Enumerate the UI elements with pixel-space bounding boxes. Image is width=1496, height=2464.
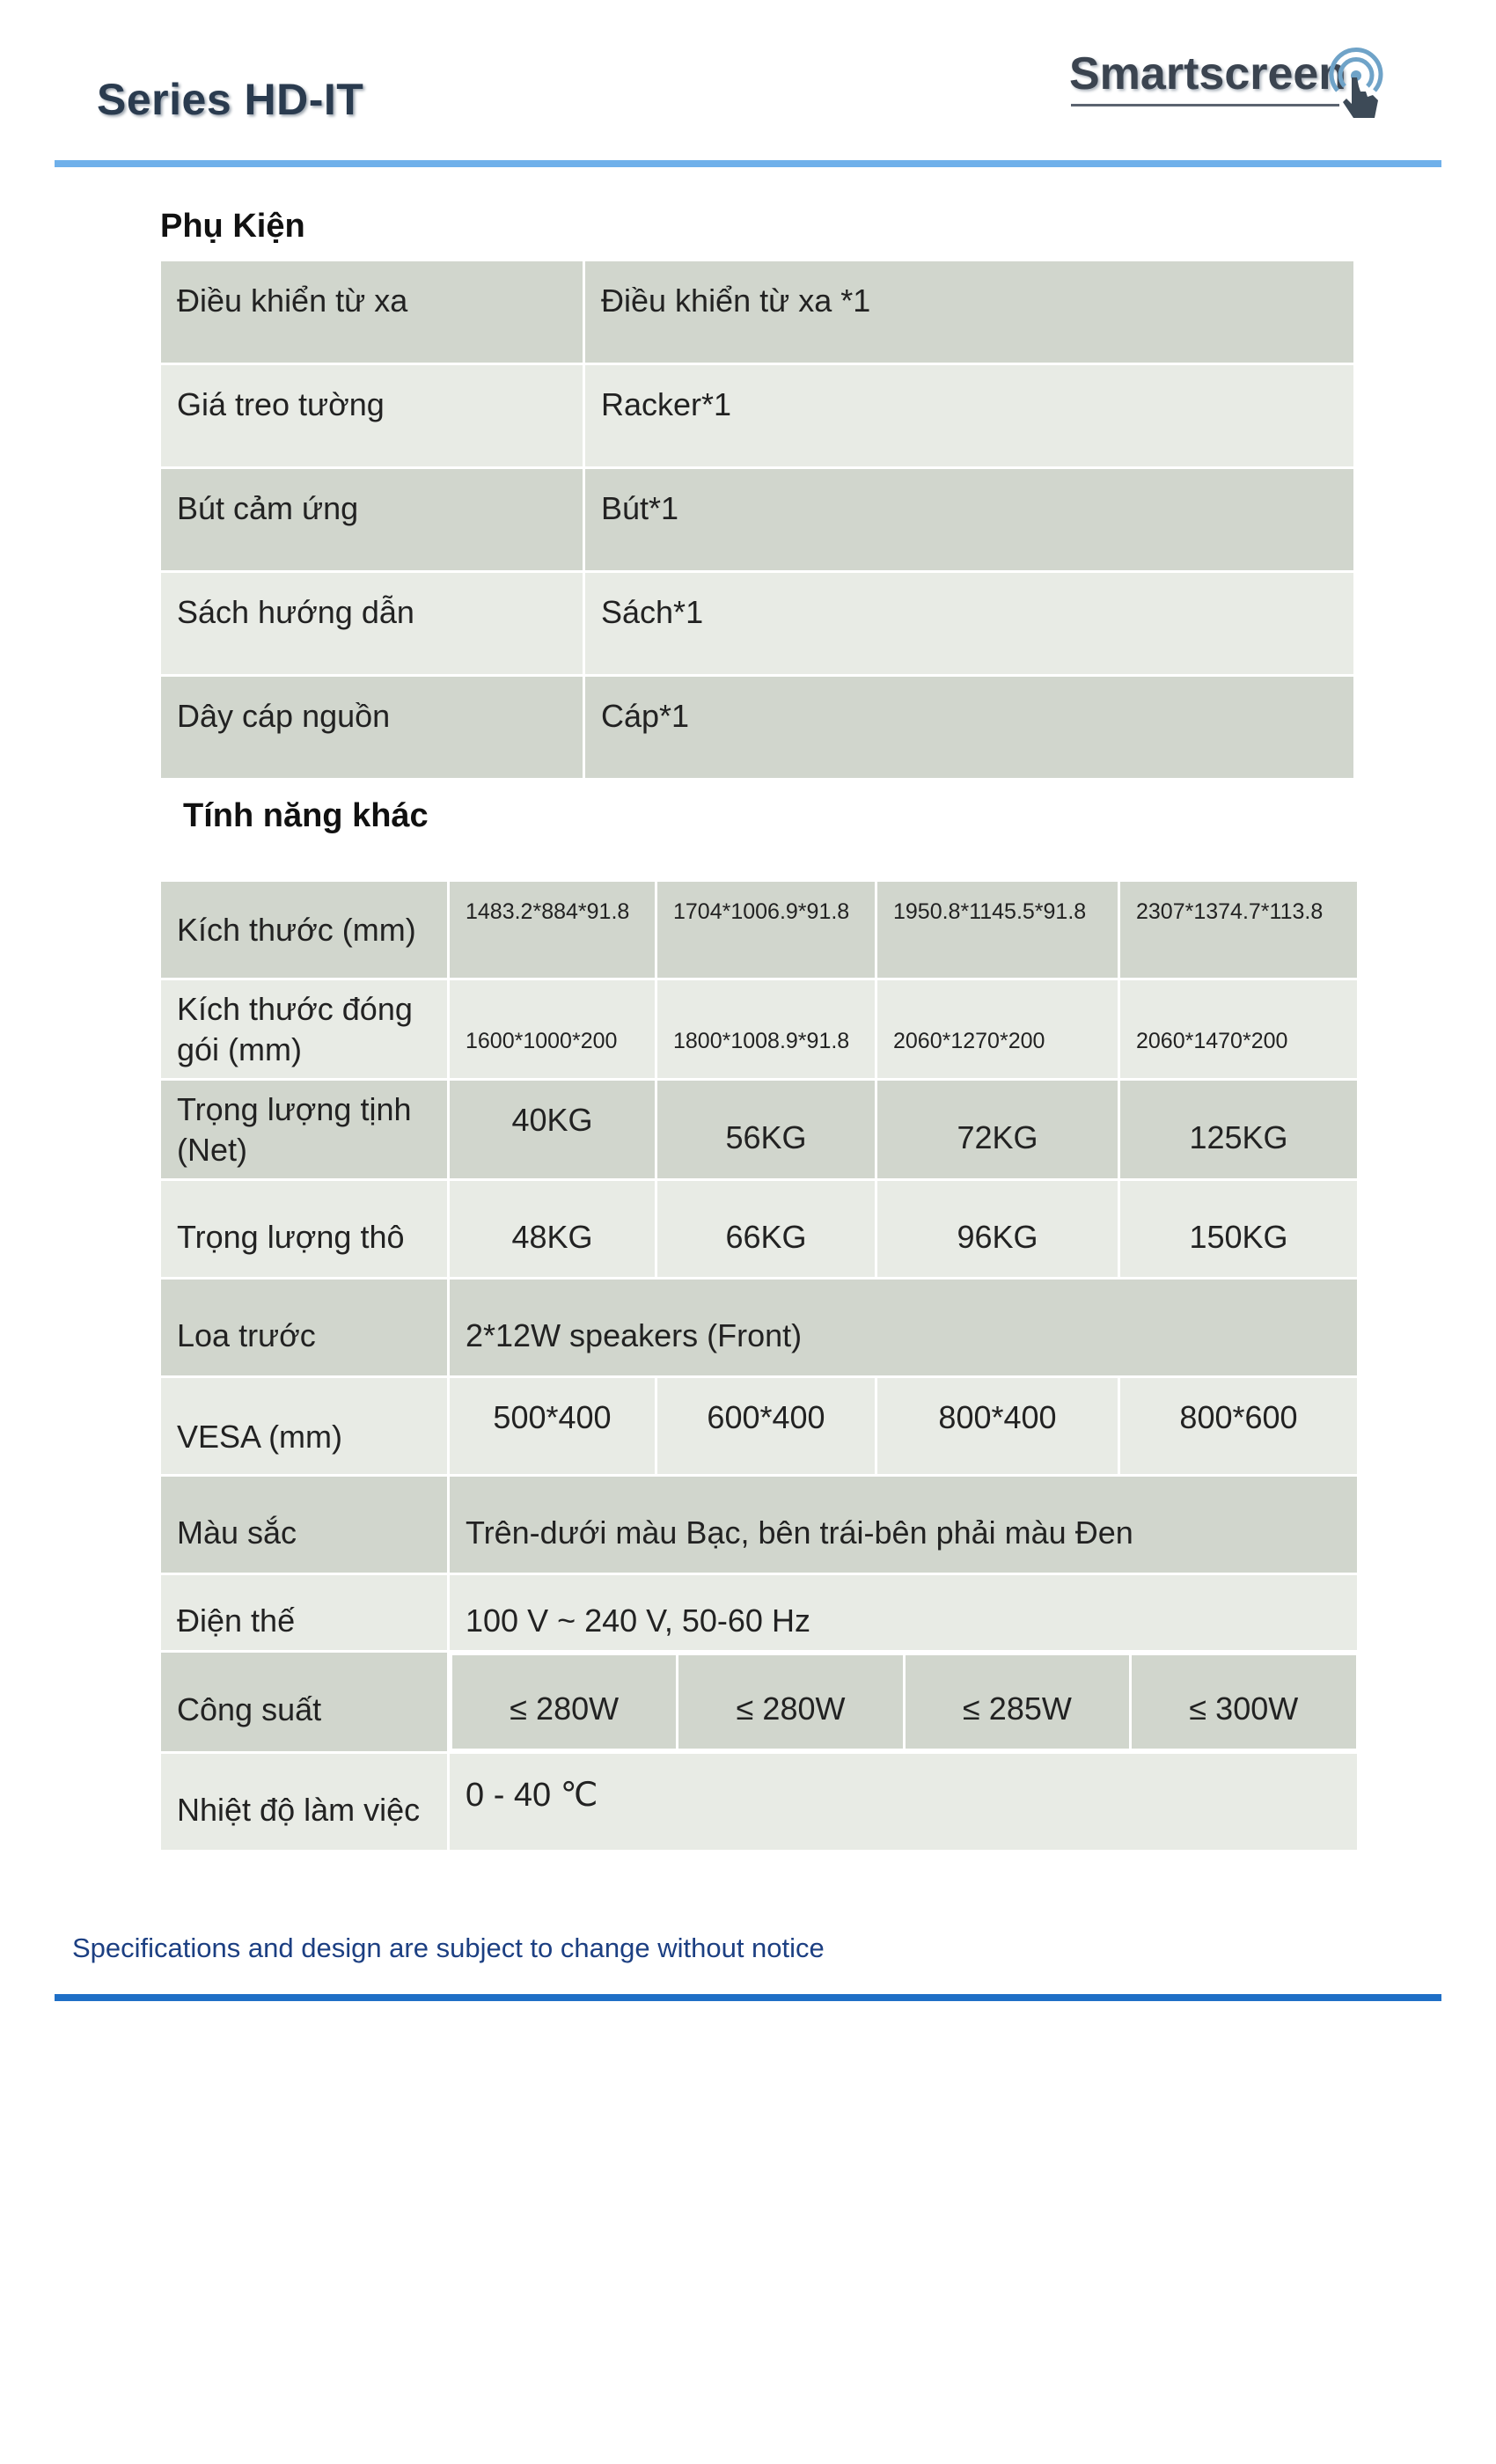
row-label: Điện thế [160,1574,449,1652]
net-weight-cell: 125KG [1119,1080,1359,1180]
specs-table [158,879,1360,1852]
table-row [160,364,1355,468]
power-cell: ≤ 280W [450,1653,676,1751]
footer-rule [55,1994,1441,2001]
table-row [160,1753,1359,1852]
size-cell: 1483.2*884*91.8 [449,881,656,979]
package-cell: 2060*1270*200 [876,979,1119,1080]
header-rule [55,160,1441,167]
brand-name: Smartscreen [1069,48,1347,99]
page-title: Series HD-IT [97,75,364,124]
features-title: Tính năng khác [183,797,429,834]
gross-weight-cell: 48KG [449,1180,656,1279]
footer-note: Specifications and design are subject to change without notice [72,1932,825,1963]
package-cell: 2060*1470*200 [1119,979,1359,1080]
table-row [160,1080,1359,1180]
row-label: Kích thước đóng gói (mm) [160,979,449,1080]
row-value: Bút*1 [584,468,1355,572]
package-cell: 1800*1008.9*91.8 [656,979,876,1080]
package-cell: 1600*1000*200 [449,979,656,1080]
row-label: Bút cảm ứng [160,468,584,572]
logo-underline [1071,104,1339,106]
row-label: Giá treo tường [160,364,584,468]
row-label: Nhiệt độ làm việc [160,1753,449,1852]
gross-weight-cell: 96KG [876,1180,1119,1279]
vesa-cell: 600*400 [656,1377,876,1476]
row-label: Sách hướng dẫn [160,572,584,676]
table-row [160,572,1355,676]
table-row [160,1279,1359,1377]
row-value: Racker*1 [584,364,1355,468]
speakers-value: 2*12W speakers (Front) [449,1279,1359,1377]
row-value: Cáp*1 [584,676,1355,780]
row-label: Trọng lượng tịnh (Net) [160,1080,449,1180]
row-label: Công suất [160,1652,449,1753]
power-values [449,1652,1359,1753]
gross-weight-cell: 66KG [656,1180,876,1279]
table-row [160,979,1359,1080]
touch-hand-icon [1311,42,1390,121]
table-row [160,1652,1359,1753]
vesa-cell: 500*400 [449,1377,656,1476]
voltage-value: 100 V ~ 240 V, 50-60 Hz [449,1574,1359,1652]
table-row [160,1180,1359,1279]
row-label: Kích thước (mm) [160,881,449,979]
net-weight-cell: 56KG [656,1080,876,1180]
row-label: Điều khiển từ xa [160,260,584,364]
gross-weight-cell: 150KG [1119,1180,1359,1279]
row-label: VESA (mm) [160,1377,449,1476]
row-value: Sách*1 [584,572,1355,676]
accessories-title: Phụ Kiện [160,208,305,245]
row-label: Màu sắc [160,1476,449,1574]
table-row [160,1574,1359,1652]
table-row [160,1476,1359,1574]
size-cell: 1950.8*1145.5*91.8 [876,881,1119,979]
net-weight-cell: 40KG [449,1080,656,1180]
table-row [160,260,1355,364]
power-cell: ≤ 285W [903,1653,1129,1751]
net-weight-cell: 72KG [876,1080,1119,1180]
size-cell: 1704*1006.9*91.8 [656,881,876,979]
smartscreen-logo [1069,42,1386,121]
size-cell: 2307*1374.7*113.8 [1119,881,1359,979]
temperature-value: 0 - 40 ℃ [449,1753,1359,1852]
power-cell: ≤ 300W [1129,1653,1358,1751]
table-row [160,676,1355,780]
table-row [160,1377,1359,1476]
row-label: Trọng lượng thô [160,1180,449,1279]
vesa-cell: 800*600 [1119,1377,1359,1476]
row-value: Điều khiển từ xa *1 [584,260,1355,364]
vesa-cell: 800*400 [876,1377,1119,1476]
table-row [160,468,1355,572]
row-label: Loa trước [160,1279,449,1377]
color-value: Trên-dưới màu Bạc, bên trái-bên phải màu Đen [449,1476,1359,1574]
power-cell: ≤ 280W [676,1653,902,1751]
table-row [160,881,1359,979]
accessories-table [158,259,1356,781]
row-label: Dây cáp nguồn [160,676,584,780]
